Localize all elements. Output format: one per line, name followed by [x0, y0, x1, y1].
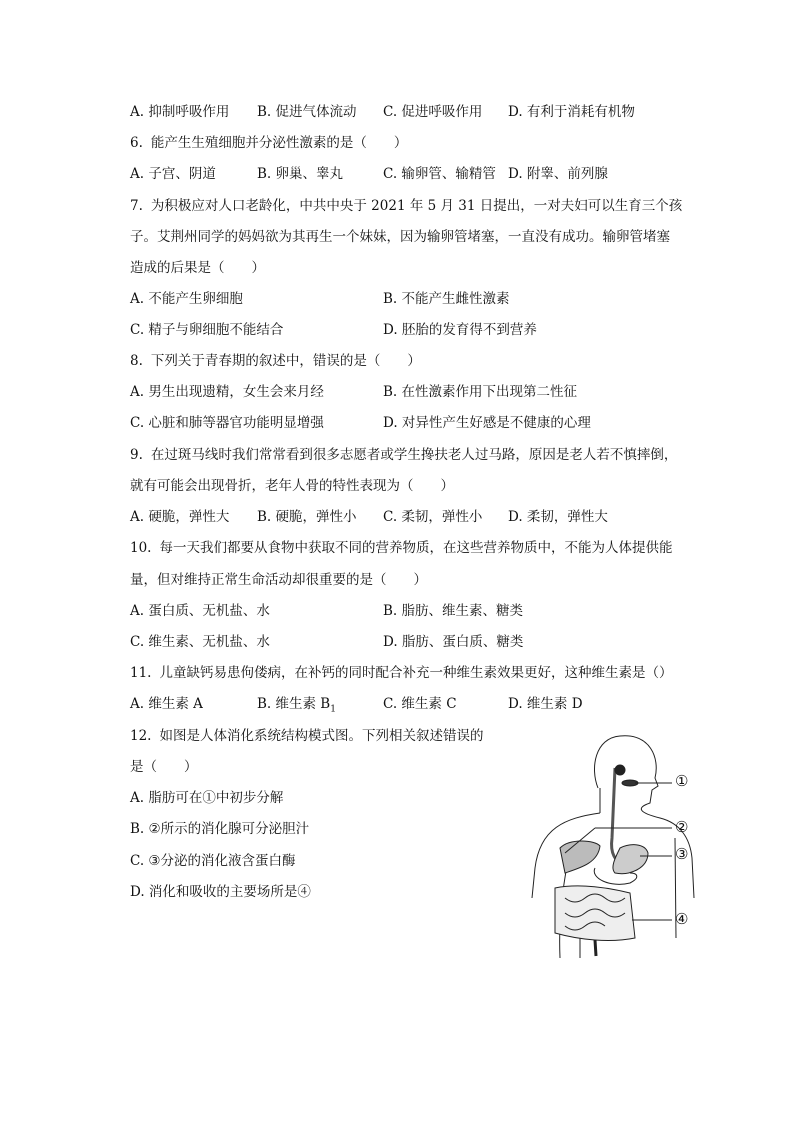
q11-stem — [130, 664, 672, 682]
q8-option-d: D. 对异性产生好感是不健康的心理 — [383, 415, 591, 431]
q5-option-c: C. 促进呼吸作用 — [383, 104, 483, 120]
q10-option-b: B. 脂肪、维生素、糖类 — [383, 603, 524, 619]
figure-label-2: ② — [675, 818, 689, 836]
q11-option-b — [257, 695, 336, 719]
digestive-system-diagram — [520, 728, 720, 963]
q9-stem-line2: 就有可能会出现骨折，老年人骨的特性表现为（ ） — [130, 478, 454, 494]
q10-option-a: A. 蛋白质、无机盐、水 — [130, 603, 270, 619]
q7-option-c: C. 精子与卵细胞不能结合 — [130, 322, 284, 338]
q9-stem-line1 — [130, 446, 677, 464]
q7-option-d: D. 胚胎的发育得不到营养 — [383, 322, 537, 338]
q8-text: 下列关于青春期的叙述中，错误的是（ ） — [150, 353, 421, 369]
q12-text: 如图是人体消化系统结构模式图。下列相关叙述错误的 — [159, 728, 484, 744]
q6-option-c: C. 输卵管、输精管 — [383, 166, 496, 182]
q11-option-c: C. 维生素 C — [383, 696, 457, 712]
q5-option-b: B. 促进气体流动 — [257, 104, 357, 120]
q6-option-d: D. 附睾、前列腺 — [508, 166, 608, 182]
q10-stem-line1 — [130, 539, 672, 557]
q9-number: 9. — [130, 447, 143, 463]
q8-option-b: B. 在性激素作用下出现第二性征 — [383, 384, 578, 400]
q6-option-a: A. 子宫、阴道 — [130, 166, 216, 182]
q9-option-a: A. 硬脆，弹性大 — [130, 509, 230, 525]
q10-stem-line2: 量，但对维持正常生命活动却很重要的是（ ） — [130, 572, 427, 588]
q12-option-a: A. 脂肪可在①中初步分解 — [130, 790, 284, 806]
q12-option-d: D. 消化和吸收的主要场所是④ — [130, 884, 311, 900]
q5-option-d: D. 有利于消耗有机物 — [508, 104, 635, 120]
q11-option-d: D. 维生素 D — [508, 696, 583, 712]
q8-number: 8. — [130, 353, 143, 369]
q12-option-b: B. ②所示的消化腺可分泌胆汁 — [130, 821, 310, 837]
q9-text: 在过斑马线时我们常常看到很多志愿者或学生搀扶老人过马路，原因是老人若不慎摔倒， — [150, 447, 678, 463]
q11-number: 11. — [130, 665, 152, 681]
q12-stem-line2: 是（ ） — [130, 759, 198, 775]
q8-option-c: C. 心脏和肺等器官功能明显增强 — [130, 415, 324, 431]
q10-number: 10. — [130, 540, 152, 556]
q10-option-c: C. 维生素、无机盐、水 — [130, 634, 270, 650]
q7-option-b: B. 不能产生雌性激素 — [383, 291, 510, 307]
q6-stem — [130, 134, 407, 152]
figure-label-1: ① — [675, 772, 689, 790]
q12-stem-line1 — [130, 727, 483, 745]
q6-option-b: B. 卵巢、睾丸 — [257, 166, 344, 182]
q7-stem-line1 — [130, 197, 682, 215]
q7-option-a: A. 不能产生卵细胞 — [130, 291, 243, 307]
q12-option-c: C. ③分泌的消化液含蛋白酶 — [130, 853, 296, 869]
q8-stem — [130, 352, 421, 370]
q12-number: 12. — [130, 728, 152, 744]
q11-subscript: 1 — [330, 704, 336, 715]
q8-option-a: A. 男生出现遗精，女生会来月经 — [130, 384, 324, 400]
q10-option-d: D. 脂肪、蛋白质、糖类 — [383, 634, 524, 650]
q7-number: 7. — [130, 198, 143, 214]
q9-option-c: C. 柔韧，弹性小 — [383, 509, 483, 525]
q10-text: 每一天我们都要从食物中获取不同的营养物质，在这些营养物质中，不能为人体提供能 — [159, 540, 673, 556]
q7-text: 为积极应对人口老龄化，中共中央于 2021 年 5 月 31 日提出，一对夫妇可以生育三个孩 — [150, 198, 683, 214]
q9-option-b: B. 硬脆，弹性小 — [257, 509, 357, 525]
q7-stem-line3: 造成的后果是（ ） — [130, 260, 265, 276]
figure-label-3: ③ — [675, 845, 689, 863]
q5-option-a: A. 抑制呼吸作用 — [130, 104, 230, 120]
figure-label-4: ④ — [675, 910, 689, 928]
q11-option-b-text: B. 维生素 B — [257, 696, 331, 712]
q11-option-a: A. 维生素 A — [130, 696, 203, 712]
q6-number: 6. — [130, 135, 143, 151]
q9-option-d: D. 柔韧，弹性大 — [508, 509, 608, 525]
q11-text: 儿童缺钙易患佝偻病，在补钙的同时配合补充一种维生素效果更好，这种维生素是（） — [159, 665, 673, 681]
q6-text: 能产生生殖细胞并分泌性激素的是（ ） — [150, 135, 408, 151]
q7-stem-line2: 子。艾荆州同学的妈妈欲为其再生一个妹妹，因为输卵管堵塞，一直没有成功。输卵管堵塞 — [130, 229, 670, 245]
